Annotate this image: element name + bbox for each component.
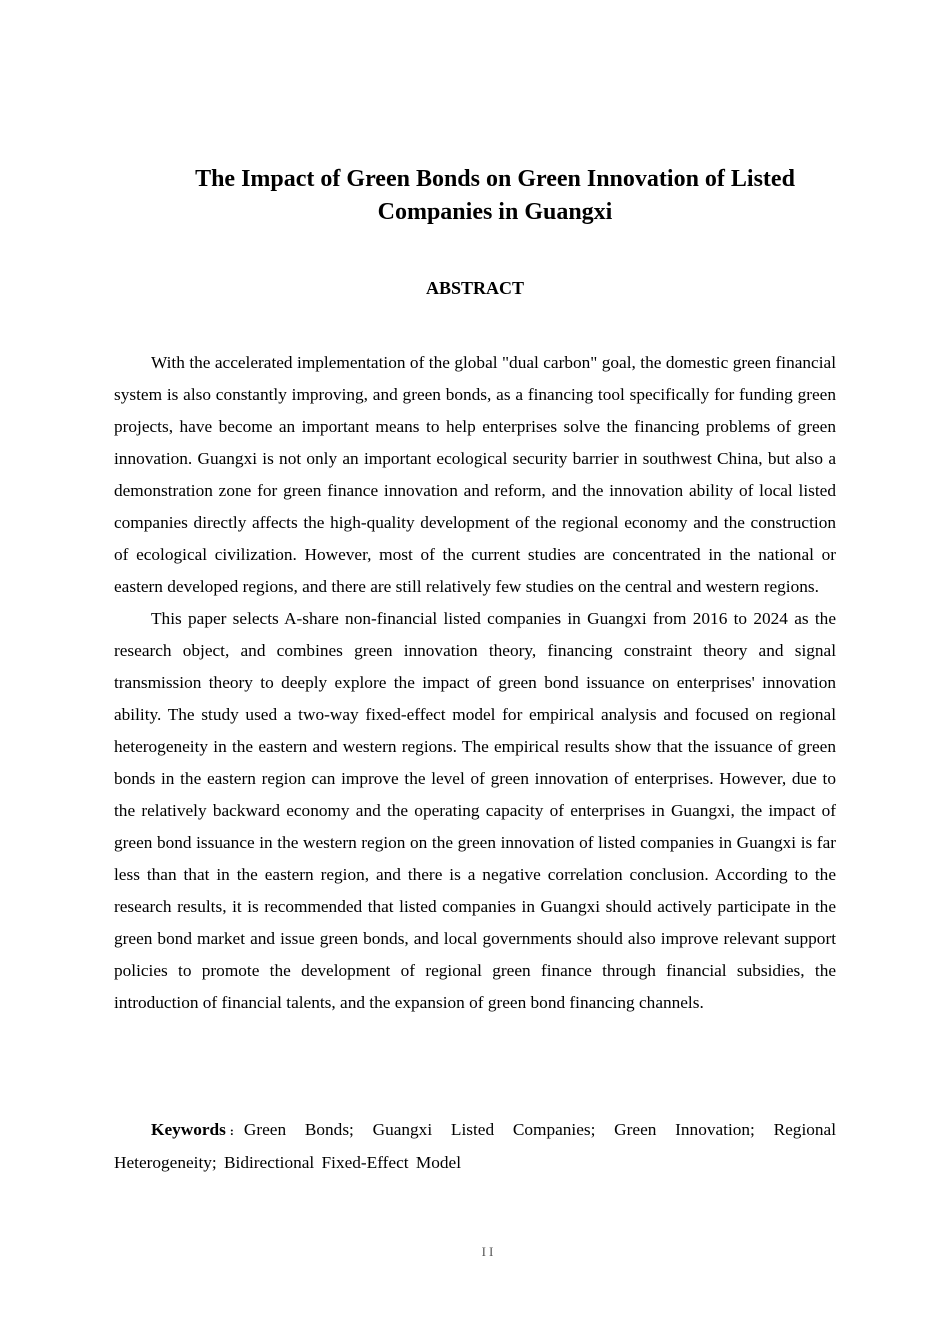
abstract-paragraph-1: With the accelerated implementation of the global "dual carbon" goal, the domestic green financial system is also constantly improving, and green bonds, as a financing tool specifically for funding green projects, have become an important means to help enterprises solve the financing problems of green innovation. Guangxi is not only an important ecological security barrier in southwest China, but also a demonstration zone for green finance innovation and reform, and the innovation ability of local listed companies directly affects the high-quality development of the regional economy and the construction of ecological civilization. However, most of the current studies are concentrated in the national or eastern developed regions, and there are still relatively few studies on the central and western regions. (114, 353, 836, 596)
abstract-paragraph-2: This paper selects A-share non-financial listed companies in Guangxi from 2016 to 2024 as the research object, and combines green innovation theory, financing constraint theory and signal transmission theory to deeply explore the impact of green bond issuance on enterprises' innovation ability. The study used a two-way fixed-effect model for empirical analysis and focused on regional heterogeneity in the eastern and western regions. The empirical results show that the issuance of green bonds in the eastern region can improve the level of green innovation of enterprises. However, due to the relatively backward economy and the operating capacity of enterprises in Guangxi, the impact of green bond issuance in the western region on the green innovation of listed companies in Guangxi is far less than that in the eastern region, and there is a negative correlation conclusion. According to the research results, it is recommended that listed companies in Guangxi should actively participate in the green bond market and issue green bonds, and local governments should also improve relevant support policies to promote the development of regional green finance through financial subsidies, the introduction of financial talents, and the expansion of green bond financing channels. (114, 609, 836, 1012)
keywords-block (114, 1114, 836, 1179)
keywords-text: Green Bonds; Guangxi Listed Companies; Green Innovation; Regional Heterogeneity; Bidirectional Fixed-Effect Model (114, 1120, 836, 1172)
paper-title: The Impact of Green Bonds on Green Innovation of Listed Companies in Guangxi (195, 166, 795, 225)
keywords-separator: : (229, 1124, 234, 1138)
keywords-label: Keywords (151, 1120, 226, 1139)
page-number: II (481, 1244, 497, 1259)
abstract-body (114, 347, 836, 1019)
abstract-heading: ABSTRACT (425, 278, 525, 298)
